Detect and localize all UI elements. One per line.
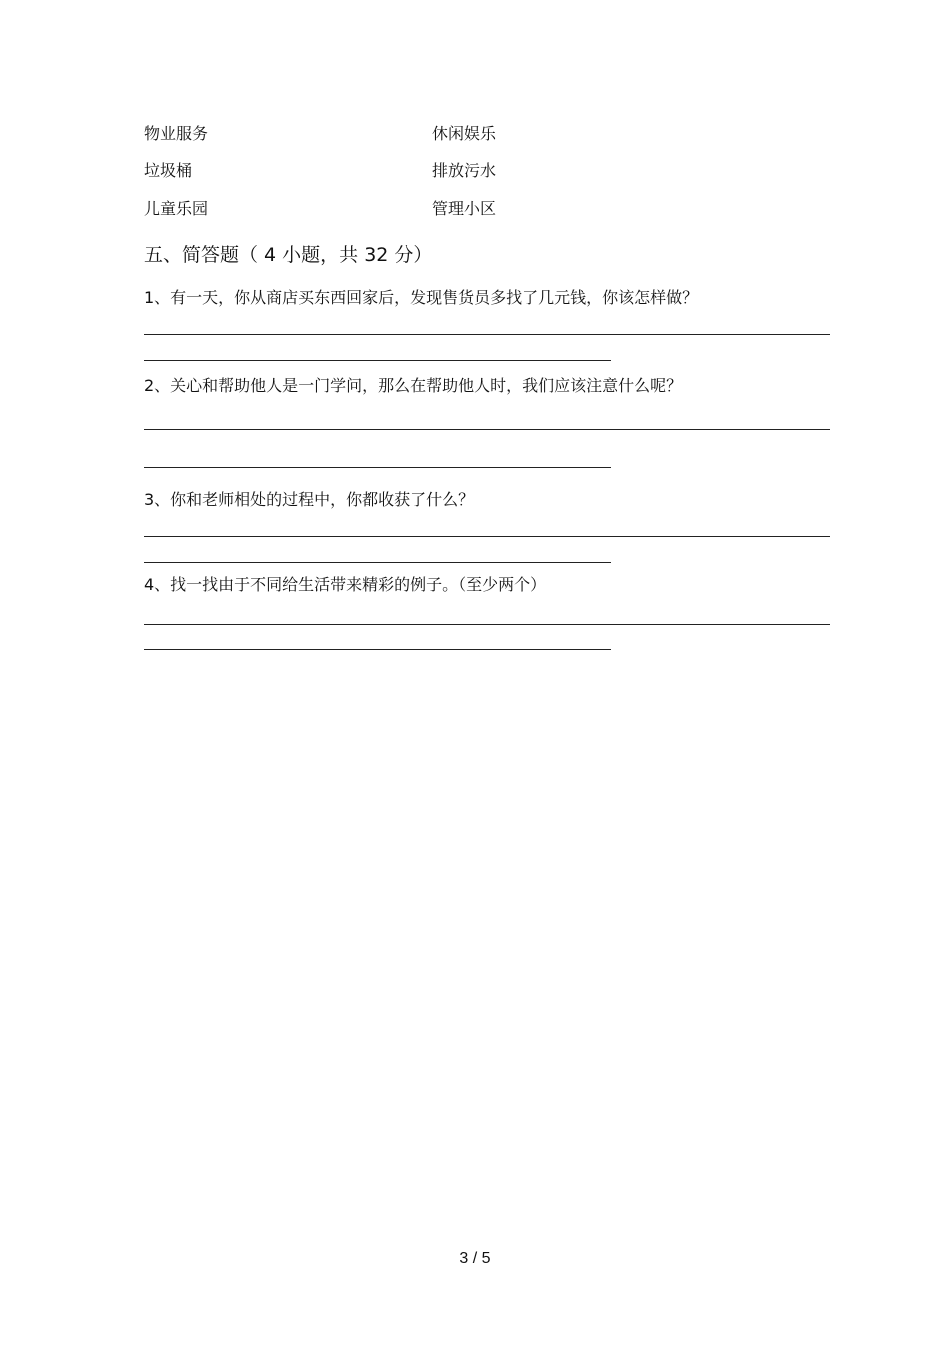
answer-line-4a[interactable] <box>144 624 830 625</box>
answer-line-2b[interactable] <box>144 467 611 468</box>
match-right-item-2: 排放污水 <box>432 161 497 180</box>
answer-line-1a[interactable] <box>144 334 830 335</box>
answer-line-2a[interactable] <box>144 429 830 430</box>
question-4: 4、找一找由于不同给生活带来精彩的例子。（至少两个） <box>144 575 547 594</box>
answer-line-1b[interactable] <box>144 360 611 361</box>
match-left-item-3: 儿童乐园 <box>144 199 209 218</box>
match-right-item-3: 管理小区 <box>432 199 497 218</box>
page-number: 3 / 5 <box>459 1250 491 1267</box>
match-left-item-1: 物业服务 <box>144 124 209 143</box>
answer-line-3a[interactable] <box>144 536 830 537</box>
question-1: 1、有一天，你从商店买东西回家后，发现售货员多找了几元钱，你该怎样做？ <box>144 288 699 307</box>
match-right-item-1: 休闲娱乐 <box>432 124 497 143</box>
answer-line-4b[interactable] <box>144 649 611 650</box>
answer-line-3b[interactable] <box>144 562 611 563</box>
match-left-item-2: 垃圾桶 <box>144 161 193 180</box>
question-2: 2、关心和帮助他人是一门学问，那么在帮助他人时，我们应该注意什么呢？ <box>144 376 683 395</box>
section-title: 五、简答题（ 4 小题，共 32 分） <box>144 244 433 266</box>
question-3: 3、你和老师相处的过程中，你都收获了什么？ <box>144 490 475 509</box>
